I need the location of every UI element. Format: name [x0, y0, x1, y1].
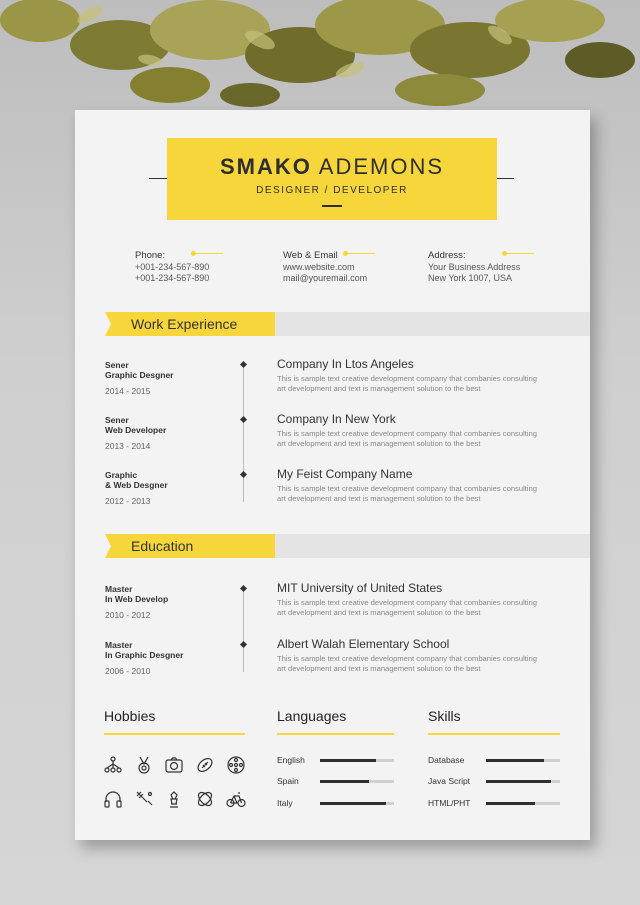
- language-level-bar: [320, 759, 376, 762]
- hobbies-title: Hobbies: [104, 708, 156, 724]
- hobbies-rule: [104, 733, 245, 735]
- language-level-bar: [320, 780, 369, 783]
- badminton-icon: [134, 789, 154, 809]
- education-heading: Education: [105, 534, 275, 558]
- work-heading: Work Experience: [105, 312, 275, 336]
- network-icon: [103, 755, 123, 775]
- chess-icon: [164, 789, 184, 809]
- language-row: Italy: [277, 798, 394, 810]
- football-icon: [195, 755, 215, 775]
- rugby-icon: [195, 789, 215, 809]
- medal-icon: [134, 755, 154, 775]
- contact-web: Web & Email www.website.com mail@youremail.com: [283, 250, 367, 284]
- work-entry: Sener Graphic Desgner 2014 - 2015 Company In Ltos Angeles This is sample text creative development company that combanies consulting art development and text is management solution to the best: [105, 357, 538, 396]
- film-reel-icon: [226, 755, 246, 775]
- skill-level-bar: [486, 780, 551, 783]
- skill-row: HTML/PHT: [428, 798, 560, 810]
- skills-title: Skills: [428, 708, 461, 724]
- language-level-bar: [320, 802, 386, 805]
- education-entry: Master In Graphic Desgner 2006 - 2010 Albert Walah Elementary School This is sample text creative development company that combanies consulting art development and text is management solution to the best: [105, 637, 538, 676]
- full-name: SMAKO ADEMONS: [219, 154, 445, 179]
- language-row: Spain: [277, 776, 394, 788]
- skill-level-bar: [486, 759, 544, 762]
- resume-paper: [75, 110, 590, 840]
- skill-row: Java Script: [428, 776, 560, 788]
- role-title: DESIGNER / DEVELOPER: [256, 185, 408, 196]
- skill-level-bar: [486, 802, 535, 805]
- camera-icon: [164, 755, 184, 775]
- languages-rule: [277, 733, 394, 735]
- skills-rule: [428, 733, 560, 735]
- education-entry: Master In Web Develop 2010 - 2012 MIT University of United States This is sample text creative development company that combanies consulting art development and text is management solution to the best: [105, 581, 538, 620]
- bicycle-icon: [226, 789, 246, 809]
- skill-row: Database: [428, 755, 560, 767]
- headphones-icon: [103, 789, 123, 809]
- contact-phone: Phone: +001-234-567-890 +001-234-567-890: [135, 250, 209, 284]
- name-banner: [167, 138, 497, 220]
- work-entry: Sener Web Developer 2013 - 2014 Company In New York This is sample text creative development company that combanies consulting art development and text is management solution to the best: [105, 412, 538, 451]
- role-underline: [322, 205, 342, 207]
- contact-address: Address: Your Business Address New York 1007, USA: [428, 250, 520, 284]
- work-band: [275, 312, 590, 336]
- foliage-image: [0, 0, 640, 120]
- work-entry: Graphic & Web Desgner 2012 - 2013 My Feist Company Name This is sample text creative development company that combanies consulting art development and text is management solution to the best: [105, 467, 538, 506]
- education-band: [275, 534, 590, 558]
- languages-title: Languages: [277, 708, 347, 724]
- language-row: English: [277, 755, 394, 767]
